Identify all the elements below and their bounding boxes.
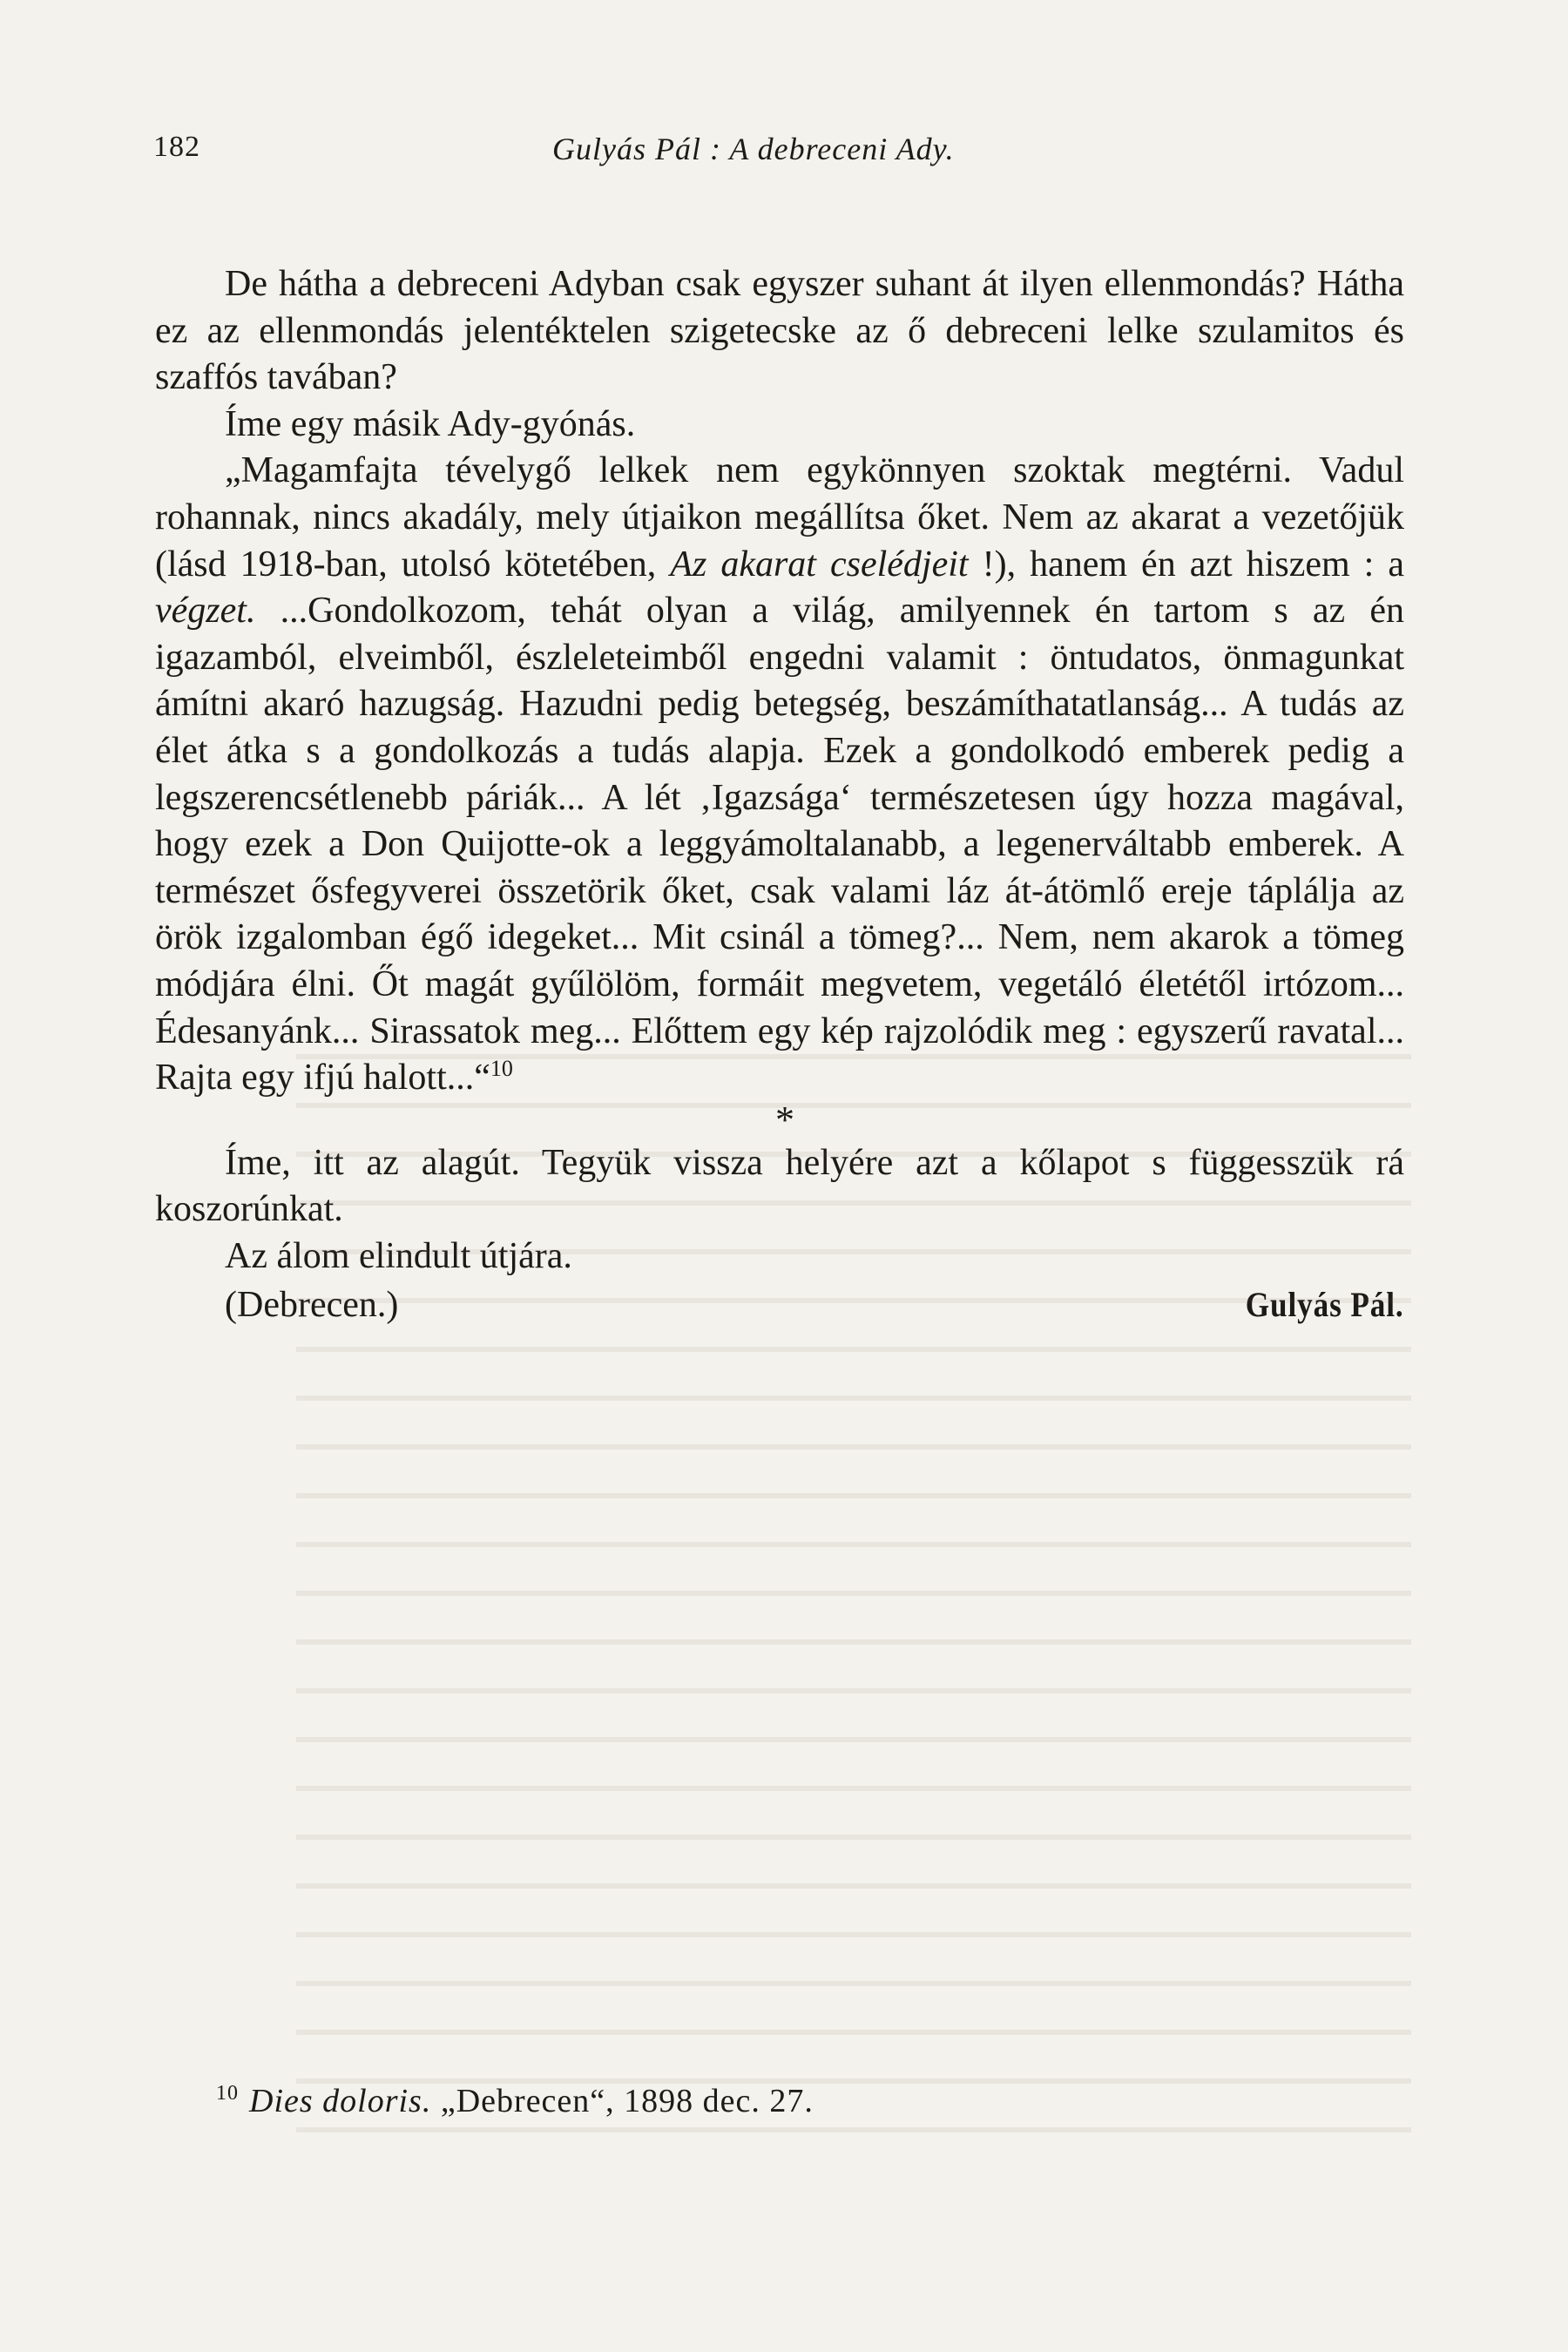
footnote-number: 10 [216,2082,239,2105]
quote-text-b: !), hanem én azt hiszem : a [968,544,1404,585]
body-text [155,261,1404,1329]
paragraph-5: Az álom elindult útjára. [225,1235,572,1276]
paragraph-2: Íme egy másik Ady-gyónás. [225,403,636,444]
quote-paragraph [155,448,1404,1101]
paragraph-4: Íme, itt az alagút. Tegyük vissza helyére azt a kőlapot s függesszük rá koszorúnkat. [155,1142,1404,1230]
paragraph-1: De hátha a debreceni Adyban csak egyszer suhant át ilyen ellenmondás? Hátha ez az ellenmondás jelentéktelen szigetecske az ő debreceni lelke szulamitos és szaffós tavában? [155,264,1404,398]
running-title: Gulyás Pál : A debreceni Ady. [552,132,955,166]
quote-text-c: ...Gondolkozom, tehát olyan a világ, amilyennek én tartom s az én igazamból, elveimből, észleleteimből engedni valamit : öntudatos, önmagunkat ámítni akaró hazugság. Hazudni pedig betegség, beszámíthatatlanság... A tudás az élet átka s a gondolkozás a tudás alapja. Ezek a gondolkodó emberek pedig a legszerencsétlenebb páriák... A lét ‚Igazsága‘ természetesen úgy hozza magával, hogy ezek a Don Quijotte-ok a leggyámoltalanabb, a legenerváltabb emberek. A természet ősfegyverei összetörik őket, csak valami láz át-átömlő ereje táplálja az örök izgalomban égő idegeket... Mit csinál a tömeg?... Nem, nem akarok a tömeg módjára élni. Őt magát gyűlölöm, formáit megvetem, vegetáló életétől irtózom... Édesanyánk... Sirassatok meg... Előttem egy kép rajzolódik meg : egyszerű ravatal... Rajta egy ifjú halott...“ [155,591,1404,1098]
signature-row [155,1281,1404,1329]
footnote-reference[interactable]: 10 [490,1056,513,1082]
footnote-title: Dies doloris. [249,2083,432,2119]
author-signature: Gulyás Pál. [1246,1285,1404,1325]
footnote [216,2082,1261,2120]
page-number: 182 [153,131,200,163]
section-separator: * [775,1098,794,1141]
footnote-text: „Debrecen“, 1898 dec. 27. [431,2083,814,2119]
place-line: (Debrecen.) [225,1285,399,1326]
page-header [153,131,1399,183]
quote-text-a: „Magamfajta tévelygő lelkek nem egykönnyen szoktak megtérni. Vadul rohannak, nincs akadály, mely útjaikon megállítsa őket. Nem az akarat a vezetőjük (lásd 1918-ban, utolsó kötetében, [155,450,1404,585]
book-title: Az akarat cselédjeit [670,544,969,585]
emphasis-vegzet: végzet. [155,591,256,632]
